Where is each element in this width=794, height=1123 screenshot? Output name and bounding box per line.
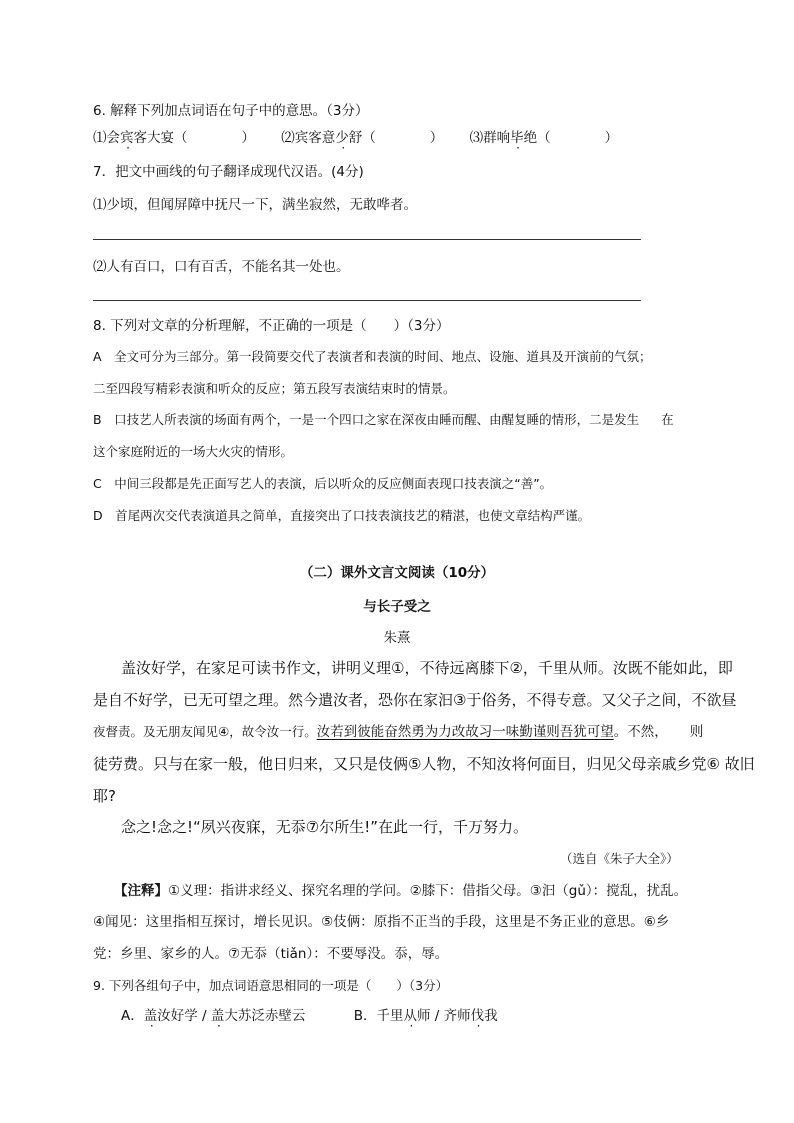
- q6-items: ⑴会宾客大宴（ ） ⑵宾客意少舒（ ） ⑶群响毕绝（ ）: [93, 130, 619, 146]
- passage-line-1: 盖汝好学，在家足可读书作文，讲明义理①，不待远离膝下②，千里从师。汝既不能如此，即: [121, 659, 733, 677]
- passage-line-5: 耶?: [93, 787, 116, 805]
- q8-option-b-line1: B 口技艺人所表演的场面有两个，一是一个四口之家在深夜由睡而醒、由醒复睡的情形，二是发生 在: [93, 412, 674, 427]
- q7-sentence-1: ⑴少顷，但闻屏障中抚尺一下，满坐寂然，无敢哗者。: [93, 197, 417, 213]
- q8-option-b-line2: 这个家庭附近的一场大火灾的情形。: [93, 444, 294, 459]
- q7-stem: 7．把文中画线的句子翻译成现代汉语。(4分): [93, 164, 364, 180]
- passage-line-2: 是自不好学，已无可望之理。然今遣汝者，恐你在家汩③于俗务，不得专意。又父子之间，不欲昼: [93, 691, 737, 709]
- underlined-sentence: 汝若到彼能奋然勇为力改故习一味勤谨则吾犹可望: [316, 724, 614, 740]
- emphasis-dot-char: 盖: [210, 1008, 225, 1024]
- notes-line-3: 党：乡里、家乡的人。⑦无忝（tiǎn）：不要辱没。忝，辱。: [93, 946, 449, 962]
- q8-stem: 8. 下列对文章的分析理解，不正确的一项是（ ）（3分）: [93, 318, 450, 334]
- passage-line-4: 徒劳费。只与在家一般，他日归来，又只是伎俩⑤人物，不知汝将何面目，归见父母亲戚乡党⑥ 故旧: [93, 755, 755, 773]
- emphasis-dot-char: 盖: [143, 1008, 158, 1024]
- q9-stem: 9. 下列各组句子中，加点词语意思相同的一项是（ ）（3分）: [93, 978, 449, 993]
- passage-title: 与长子受之: [363, 599, 431, 615]
- q8-option-c: C 中间三段都是先正面写艺人的表演，后以听众的反应侧面表现口技表演之“善”。: [93, 476, 553, 491]
- emphasis-dot-char: 少: [335, 130, 349, 146]
- emphasis-dot-char: 宾: [120, 130, 134, 146]
- passage-author: 朱熹: [383, 630, 411, 646]
- q8-option-d: D 首尾两次交代表演道具之简单，直接突出了口技表演技艺的精湛，也使文章结构严谨。: [93, 508, 591, 523]
- notes-line-2: ④闻见：这里指相互探讨，增长见识。⑤伎俩：原指不正当的手段，这里是不务正业的意思。⑥乡: [93, 914, 670, 930]
- section-heading: （二）课外文言文阅读（10分）: [299, 565, 495, 581]
- notes-line-1: 【注释】①义理：指讲求经义、探究名理的学问。②膝下：借指父母。③汩（gǔ）：搅乱，扰乱。: [114, 883, 688, 899]
- answer-line-1[interactable]: [93, 239, 641, 240]
- emphasis-dot-char: 伐: [470, 1008, 485, 1024]
- passage-line-6: 念之!念之!“夙兴夜寐，无忝⑦尔所生!”在此一行，千万努力。: [121, 818, 529, 836]
- passage-line-3: 夜督责。及无朋友闻见④，故令汝一行。汝若到彼能奋然勇为力改故习一味勤谨则吾犹可望。不然， 则: [93, 724, 704, 740]
- q8-option-a-line1: A 全文可分为三部分。第一段简要交代了表演者和表演的时间、地点、设施、道具及开演前的气氛；: [93, 349, 652, 364]
- emphasis-dot-char: 毕: [510, 130, 524, 146]
- q7-sentence-2: ⑵人有百口，口有百舌，不能名其一处也。: [93, 259, 350, 275]
- q9-options: A．盖汝好学 / 盖大苏泛赤壁云 B．千里从师 / 齐师伐我: [121, 1008, 498, 1024]
- q6-stem: 6. 解释下列加点词语在句子中的意思。（3分）: [93, 103, 369, 119]
- passage-source: （选自《朱子大全》）: [560, 851, 679, 866]
- emphasis-dot-char: 从: [403, 1008, 417, 1024]
- q8-option-a-line2: 二至四段写精彩表演和听众的反应；第五段写表演结束时的情景。: [93, 381, 456, 396]
- answer-line-2[interactable]: [93, 300, 641, 301]
